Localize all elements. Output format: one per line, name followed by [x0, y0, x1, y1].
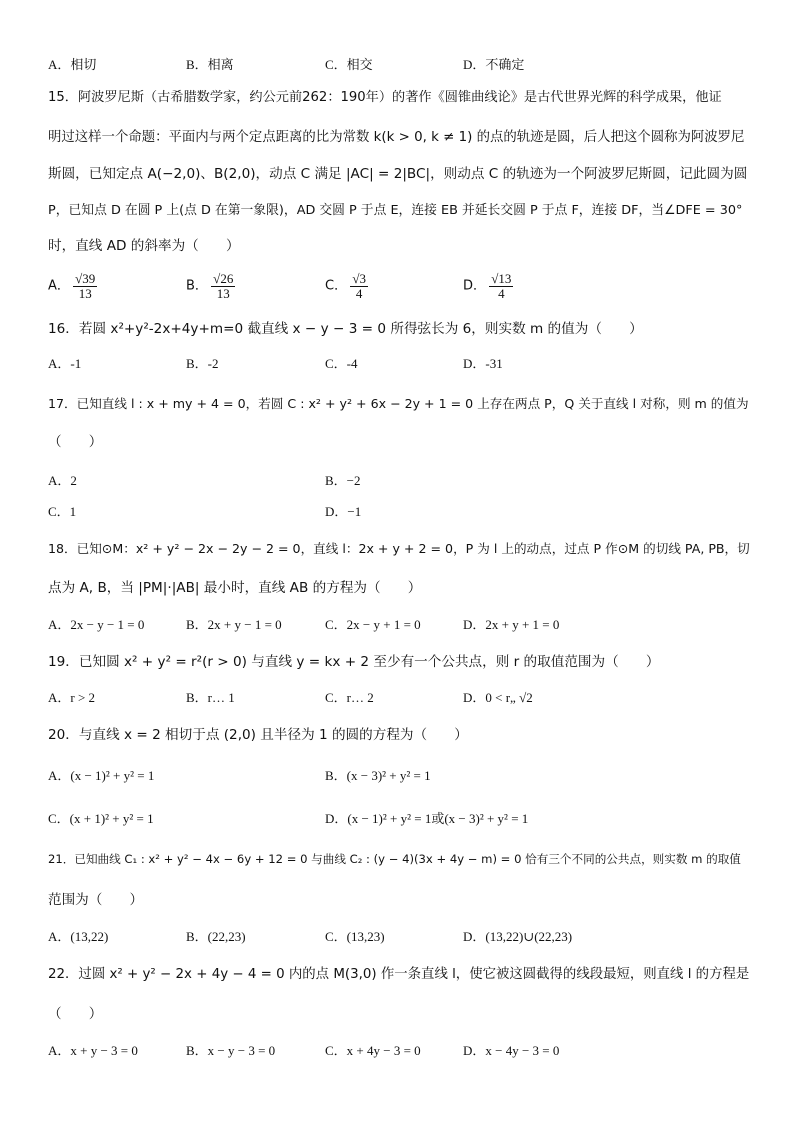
q18-line-2: 点为 A, B，当 |PM|·|AB| 最小时，直线 AB 的方程为（ ） [48, 580, 422, 596]
q22-paren: （ ） [48, 1006, 103, 1022]
q21-option-d: D．(13,22)∪(22,23) [463, 929, 573, 944]
q15-line-5: 时，直线 AD 的斜率为（ ） [48, 238, 240, 254]
q14-option-c: C．相交 [325, 57, 373, 72]
q22-option-c: C．x + 4y − 3 = 0 [325, 1043, 421, 1058]
q15-option-b-fraction [211, 272, 235, 301]
q20-option-c: C．(x + 1)² + y² = 1 [48, 811, 154, 826]
q14-option-a: A．相切 [48, 57, 97, 72]
q22-option-d: D．x − 4y − 3 = 0 [463, 1043, 560, 1058]
q19-option-b: B．r… 1 [186, 690, 235, 705]
q15-option-c-fraction [350, 272, 368, 301]
q22-option-b: B．x − y − 3 = 0 [186, 1043, 276, 1058]
q21-option-a: A．(13,22) [48, 929, 109, 944]
q19-option-a: A．r > 2 [48, 690, 96, 705]
q15-option-b [186, 272, 235, 301]
q16-option-c: C．-4 [325, 356, 358, 371]
q15-option-b-numerator: √ 26 [211, 272, 235, 287]
q15-line-3: 斯圆，已知定点 A(−2,0)、B(2,0)，动点 C 满足 |AC| = 2|BC|，则动点 C 的轨迹为一个阿波罗尼斯圆，记此圆为圆 [48, 166, 748, 182]
q15-option-d [463, 272, 513, 301]
q15-option-b-denominator: 13 [216, 286, 230, 301]
q15-option-d-fraction [489, 272, 513, 301]
q21-line-2: 范围为（ ） [48, 892, 144, 908]
q17-stem: 17．已知直线 l : x + my + 4 = 0，若圆 C : x² + y² + 6x − 2y + 1 = 0 上存在两点 P，Q 关于直线 l 对称，则 m 的值为 [48, 396, 749, 411]
q19-option-c: C．r… 2 [325, 690, 374, 705]
q18-option-c: C．2x − y + 1 = 0 [325, 617, 421, 632]
q16-option-a: A．-1 [48, 356, 82, 371]
q20-option-b: B．(x − 3)² + y² = 1 [325, 768, 431, 783]
q22-option-a: A．x + y − 3 = 0 [48, 1043, 138, 1058]
q15-option-d-numerator: √ 13 [489, 272, 513, 287]
q19-option-d: D．0 < r„ √2 [463, 690, 533, 705]
q21-line-1: 21．已知曲线 C₁ : x² + y² − 4x − 6y + 12 = 0 与曲线 C₂ : (y − 4)(3x + 4y − m) = 0 恰有三个不同的公共点，则实数 m 的取值 [48, 852, 741, 866]
q15-option-a-numerator: √ 39 [73, 272, 97, 287]
q15-option-a-fraction [73, 272, 97, 301]
q18-option-b: B．2x + y − 1 = 0 [186, 617, 282, 632]
q15-option-c-numerator: √ 3 [350, 272, 368, 287]
q15-option-b-label: B． [186, 278, 208, 294]
q15-option-a-label: A． [48, 278, 70, 294]
q14-option-d: D．不确定 [463, 57, 525, 72]
q15-option-d-denominator: 4 [498, 286, 505, 301]
q16-option-b: B．-2 [186, 356, 219, 371]
q15-option-c-label: C． [325, 278, 348, 294]
q16-stem: 16．若圆 x²+y²-2x+4y+m=0 截直线 x − y − 3 = 0 所得弦长为 6，则实数 m 的值为（ ） [48, 321, 643, 337]
q14-option-b: B．相离 [186, 57, 234, 72]
q17-paren: （ ） [48, 434, 103, 450]
q15-option-c-denominator: 4 [355, 286, 363, 301]
q21-option-c: C．(13,23) [325, 929, 385, 944]
q16-option-d: D．-31 [463, 356, 503, 371]
q17-option-d: D．−1 [325, 504, 362, 519]
q15-line-4: P，已知点 D 在圆 P 上(点 D 在第一象限)，AD 交圆 P 于点 E，连接 EB 并延长交圆 P 于点 F，连接 DF，当∠DFE = 30° [48, 203, 743, 218]
q20-stem: 20．与直线 x = 2 相切于点 (2,0) 且半径为 1 的圆的方程为（ ） [48, 727, 468, 743]
q20-option-a: A．(x − 1)² + y² = 1 [48, 768, 155, 783]
q15-line-1: 15．阿波罗尼斯（古希腊数学家，约公元前262：190年）的著作《圆锥曲线论》是古代世界光辉的科学成果，他证 [48, 90, 722, 105]
q17-option-a: A．2 [48, 473, 77, 488]
q15-option-c [325, 272, 368, 301]
q19-stem: 19．已知圆 x² + y² = r²(r > 0) 与直线 y = kx + 2 至少有一个公共点，则 r 的取值范围为（ ） [48, 654, 660, 670]
q15-option-d-label: D． [463, 278, 487, 294]
q17-option-b: B．−2 [325, 473, 361, 488]
q18-option-a: A．2x − y − 1 = 0 [48, 617, 145, 632]
q18-option-d: D．2x + y + 1 = 0 [463, 617, 560, 632]
q18-line-1: 18．已知⊙M：x² + y² − 2x − 2y − 2 = 0，直线 l：2x + y + 2 = 0，P 为 l 上的动点，过点 P 作⊙M 的切线 PA, PB，切 [48, 541, 750, 556]
q15-option-a-denominator: 13 [78, 286, 92, 301]
q15-line-2: 明过这样一个命题：平面内与两个定点距离的比为常数 k(k > 0, k ≠ 1) 的点的轨迹是圆，后人把这个圆称为阿波罗尼 [48, 130, 745, 145]
q17-option-c: C．1 [48, 504, 77, 519]
q21-option-b: B．(22,23) [186, 929, 246, 944]
q22-stem: 22．过圆 x² + y² − 2x + 4y − 4 = 0 内的点 M(3,0) 作一条直线 l，使它被这圆截得的线段最短，则直线 l 的方程是 [48, 967, 750, 982]
q15-option-a [48, 272, 97, 301]
q20-option-d: D．(x − 1)² + y² = 1或(x − 3)² + y² = 1 [325, 811, 529, 826]
